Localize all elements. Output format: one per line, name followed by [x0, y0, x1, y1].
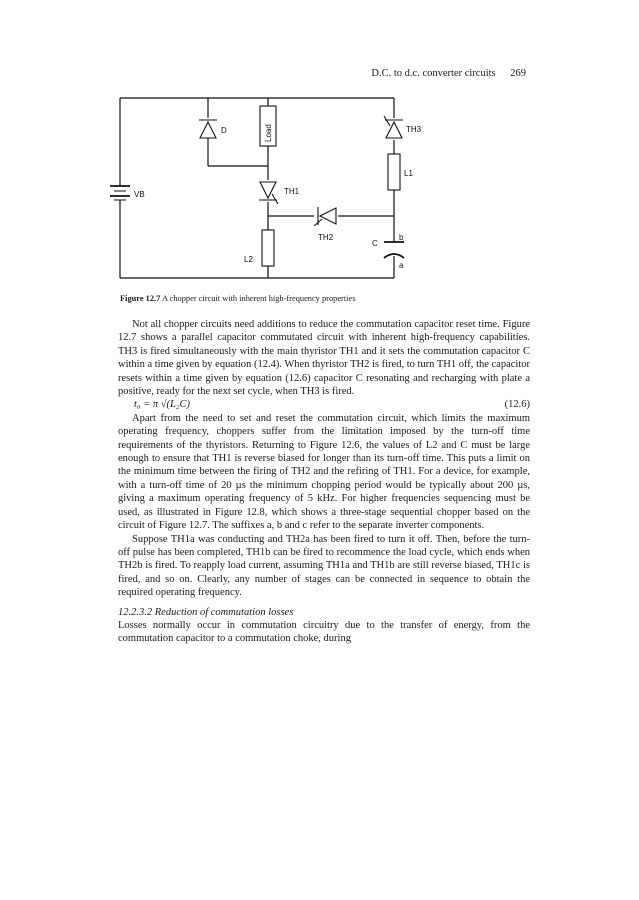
- equation-text: t₀ = π √(L₂C): [134, 399, 191, 411]
- label-c: C: [372, 239, 378, 248]
- capacitor-c: [384, 242, 404, 258]
- label-l2: L2: [244, 255, 253, 264]
- label-d: D: [221, 126, 227, 135]
- diode-d: [199, 120, 217, 138]
- inductor-l1: [388, 154, 400, 190]
- label-plate-b: b: [399, 233, 404, 242]
- running-title: D.C. to d.c. converter circuits: [371, 68, 496, 79]
- thyristor-th2: [314, 207, 336, 226]
- label-th1: TH1: [284, 187, 300, 196]
- label-l1: L1: [404, 169, 413, 178]
- paragraph-3: Suppose TH1a was conducting and TH2a has been fired to turn it off. Then, before the turn-off pulse has been completed, TH1b can be fired to recommence the load cycle, which ends when TH2b is fired. To reapply load current, assuming TH1a and TH1b are still reverse biased, TH1c is fired, and so on. Clearly, any number of stages can be connected in sequence to obtain the required operating frequency.: [118, 533, 530, 599]
- inductor-l2: [262, 230, 274, 266]
- thyristor-th3: [384, 116, 403, 138]
- label-plate-a: a: [399, 261, 404, 270]
- circuit-wires: [120, 98, 394, 278]
- running-header: [368, 68, 526, 79]
- page-number: 269: [510, 68, 526, 79]
- battery-vb: [110, 186, 130, 200]
- figure-caption-text: A chopper circuit with inherent high-frequency properties: [161, 294, 356, 303]
- label-th2: TH2: [318, 233, 334, 242]
- label-load: Load: [264, 124, 273, 142]
- paragraph-1: Not all chopper circuits need additions to reduce the commutation capacitor reset time. Figure 12.7 shows a parallel capacitor commutated circuit with inherent high-frequency capabilities. TH3 is fired simultaneously with the main thyristor TH1 and it sets the commutation capacitor C within a time given by equation (12.4). When thyristor TH2 is fired, to turn TH1 off, the capacitor resets within a time given by equation (12.6) capacitor C resonating and recharging with plate a positive, ready for the next set cycle, when TH3 is fired.: [118, 319, 530, 398]
- section-heading: 12.2.3.2 Reduction of commutation losses: [118, 606, 294, 618]
- thyristor-th1: [259, 182, 278, 204]
- body-text: [118, 318, 530, 646]
- equation-12-6: [118, 398, 530, 411]
- equation-number: (12.6): [504, 399, 530, 411]
- label-vb: VB: [134, 190, 145, 199]
- paragraph-2: Apart from the need to set and reset the commutation circuit, which limits the maximum operating frequency, choppers suffer from the limitation imposed by the turn-off time requirements of the thyristors. Returning to Figure 12.6, the values of L2 and C must be large enough to ensure that TH1 is reverse biased for longer than its turn-off time. This puts a limit on the minimum time between the firing of TH2 and the refiring of TH1. For a device, for example, with a turn-off time of 20 µs the minimum chopping period would be typically about 200 µs, giving a maximum operating frequency of 5 kHz. For higher frequencies sequencing must be used, as illustrated in Figure 12.8, which shows a three-stage sequential chopper based on the circuit of Figure 12.7. The suffixes a, b and c refer to the separate inverter components.: [118, 412, 530, 532]
- label-th3: TH3: [406, 125, 422, 134]
- circuit-diagram: [108, 90, 422, 290]
- paragraph-4: Losses normally occur in commutation circuitry due to the transfer of energy, from the commutation capacitor to a commutation choke, during: [118, 619, 530, 645]
- figure-caption-label: Figure 12.7: [120, 294, 161, 303]
- figure-caption: [120, 294, 355, 303]
